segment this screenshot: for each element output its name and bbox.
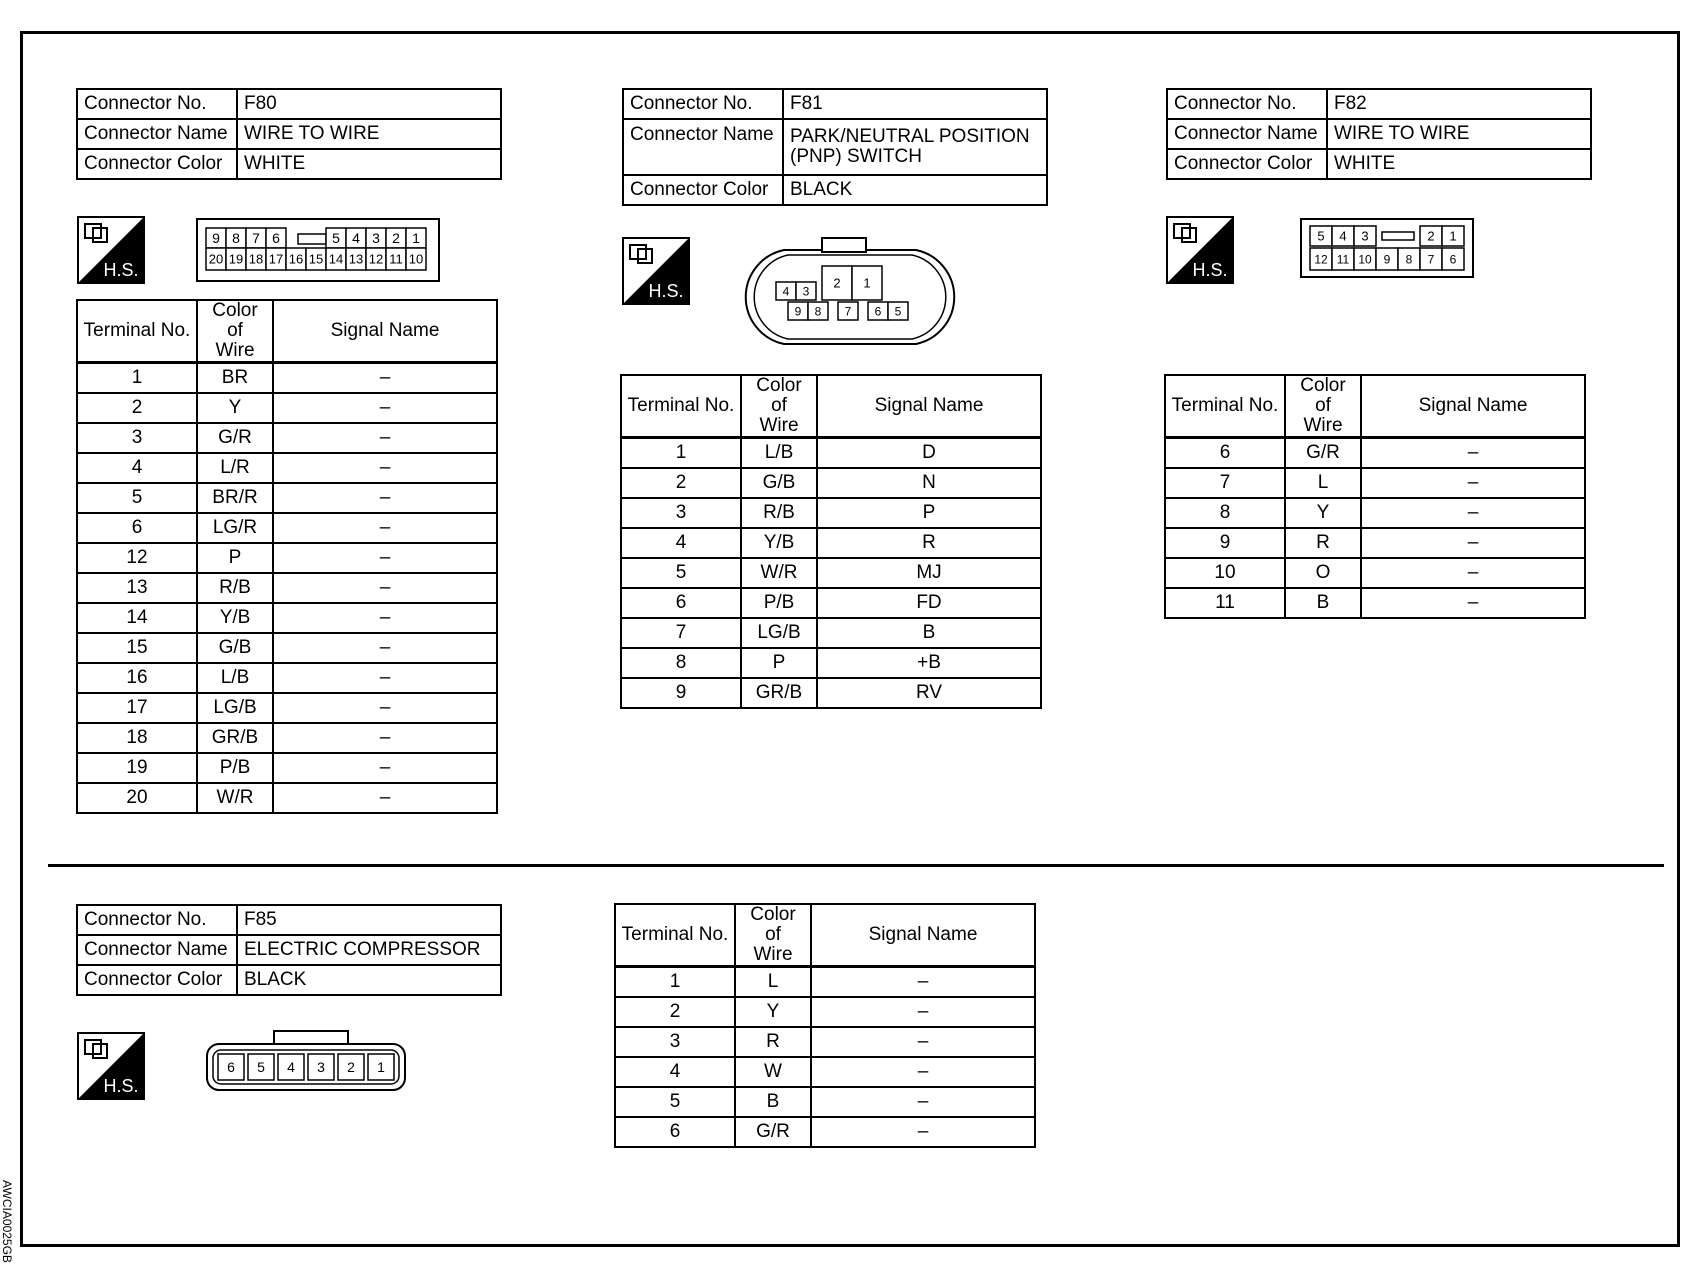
terminal-no-cell: 1	[77, 363, 197, 394]
label-connector-no: Connector No.	[1167, 89, 1327, 119]
f81-color: BLACK	[783, 175, 1047, 205]
wire-color-cell: P	[741, 648, 817, 678]
f81-info-table	[622, 88, 1048, 206]
table-row	[621, 558, 1041, 588]
table-row	[621, 678, 1041, 708]
terminal-no-cell: 2	[621, 468, 741, 498]
pin-number: 3	[372, 230, 380, 247]
pin-number: 18	[248, 251, 264, 267]
pin-number: 1	[412, 230, 420, 247]
f82-color: WHITE	[1327, 149, 1591, 179]
pin-number: 9	[794, 304, 802, 319]
wire-color-cell: LG/B	[741, 618, 817, 648]
pin-number: 6	[227, 1059, 235, 1076]
signal-name-cell: –	[273, 573, 497, 603]
signal-name-cell: –	[273, 723, 497, 753]
f81-connector-diagram	[734, 236, 966, 346]
table-row	[621, 648, 1041, 678]
f80-terminal-table	[76, 299, 498, 814]
wire-color-cell: R/B	[197, 573, 273, 603]
wire-color-cell: R	[735, 1027, 811, 1057]
f81-terminal-table	[620, 374, 1042, 709]
label-connector-color: Connector Color	[623, 175, 783, 205]
signal-name-cell: –	[811, 1117, 1035, 1147]
table-row	[1165, 558, 1585, 588]
label-connector-name: Connector Name	[77, 935, 237, 965]
pin-number: 9	[1383, 252, 1391, 267]
pin-number: 2	[392, 230, 400, 247]
terminal-no-cell: 2	[615, 997, 735, 1027]
terminal-no-cell: 13	[77, 573, 197, 603]
signal-name-cell: FD	[817, 588, 1041, 618]
pin-number: 14	[328, 251, 344, 267]
wire-color-cell: B	[735, 1087, 811, 1117]
latch-slot	[1382, 232, 1414, 240]
pin-number: 4	[1339, 228, 1347, 244]
signal-name-cell: R	[817, 528, 1041, 558]
f80-color: WHITE	[237, 149, 501, 179]
label-connector-no: Connector No.	[623, 89, 783, 119]
terminal-no-cell: 5	[615, 1087, 735, 1117]
header-color-of-wire: Color of Wire	[1285, 375, 1361, 438]
pin-number: 11	[1336, 252, 1350, 267]
terminal-no-cell: 1	[615, 967, 735, 998]
pin-number: 10	[408, 251, 424, 267]
table-row	[77, 573, 497, 603]
wire-color-cell: GR/B	[741, 678, 817, 708]
signal-name-cell: –	[273, 783, 497, 813]
f85-no: F85	[237, 905, 501, 935]
table-row	[77, 543, 497, 573]
header-color-of-wire: Color of Wire	[197, 300, 273, 363]
header-signal-name: Signal Name	[817, 375, 1041, 438]
signal-name-cell: –	[273, 753, 497, 783]
terminal-no-cell: 18	[77, 723, 197, 753]
pin-number: 5	[257, 1059, 265, 1076]
pin-number: 1	[377, 1059, 385, 1076]
terminal-no-cell: 7	[621, 618, 741, 648]
table-row	[615, 1087, 1035, 1117]
f81-name: PARK/NEUTRAL POSITION (PNP) SWITCH	[783, 119, 1047, 175]
pin-number: 16	[288, 251, 304, 267]
wire-color-cell: P/B	[197, 753, 273, 783]
pin-number: 12	[368, 251, 384, 267]
pin-number: 4	[782, 284, 790, 299]
header-signal-name: Signal Name	[811, 904, 1035, 967]
pin-number: 12	[1314, 252, 1328, 267]
signal-name-cell: N	[817, 468, 1041, 498]
wire-color-cell: L/B	[741, 438, 817, 469]
f81-no: F81	[783, 89, 1047, 119]
table-row	[621, 468, 1041, 498]
pin-number: 7	[1427, 252, 1435, 267]
terminal-no-cell: 15	[77, 633, 197, 663]
signal-name-cell: –	[1361, 498, 1585, 528]
wire-color-cell: L/B	[197, 663, 273, 693]
terminal-no-cell: 20	[77, 783, 197, 813]
table-row	[77, 723, 497, 753]
label-connector-color: Connector Color	[77, 149, 237, 179]
pin-number: 3	[802, 284, 810, 299]
signal-name-cell: –	[273, 393, 497, 423]
pin-number: 19	[228, 251, 244, 267]
signal-name-cell: –	[273, 363, 497, 394]
header-terminal-no: Terminal No.	[621, 375, 741, 438]
header-signal-name: Signal Name	[1361, 375, 1585, 438]
pin-number: 2	[833, 275, 841, 291]
pin-number: 1	[1449, 228, 1457, 244]
table-row	[77, 603, 497, 633]
terminal-no-cell: 16	[77, 663, 197, 693]
signal-name-cell: D	[817, 438, 1041, 469]
wire-color-cell: L	[735, 967, 811, 998]
f85-connector-diagram	[206, 1030, 406, 1092]
hs-label: H.S.	[1192, 260, 1228, 280]
f82-connector-diagram	[1300, 218, 1474, 278]
pin-number: 7	[252, 230, 260, 247]
wire-color-cell: L/R	[197, 453, 273, 483]
table-row	[77, 393, 497, 423]
wire-color-cell: LG/R	[197, 513, 273, 543]
label-connector-color: Connector Color	[77, 965, 237, 995]
table-row	[615, 1057, 1035, 1087]
terminal-no-cell: 6	[621, 588, 741, 618]
header-color-of-wire: Color of Wire	[735, 904, 811, 967]
terminal-no-cell: 3	[621, 498, 741, 528]
f82-terminal-table	[1164, 374, 1586, 619]
table-row	[1165, 588, 1585, 618]
signal-name-cell: P	[817, 498, 1041, 528]
pin-number: 3	[1361, 228, 1369, 244]
terminal-no-cell: 11	[1165, 588, 1285, 618]
f85-terminal-table	[614, 903, 1036, 1148]
wire-color-cell: GR/B	[197, 723, 273, 753]
wire-color-cell: W	[735, 1057, 811, 1087]
pin-number: 17	[268, 251, 284, 267]
table-row	[615, 1117, 1035, 1147]
terminal-no-cell: 4	[615, 1057, 735, 1087]
table-row	[1165, 438, 1585, 469]
signal-name-cell: –	[811, 997, 1035, 1027]
table-row	[77, 483, 497, 513]
wire-color-cell: Y	[735, 997, 811, 1027]
pin-number: 2	[1427, 228, 1435, 244]
f85-info-table	[76, 904, 502, 996]
wire-color-cell: B	[1285, 588, 1361, 618]
terminal-no-cell: 2	[77, 393, 197, 423]
signal-name-cell: –	[273, 483, 497, 513]
table-row	[77, 753, 497, 783]
section-divider	[48, 864, 1664, 867]
pin-number: 8	[814, 304, 822, 319]
hs-icon	[77, 1032, 145, 1100]
wire-color-cell: Y	[1285, 498, 1361, 528]
table-row	[1165, 528, 1585, 558]
pin-number: 8	[1405, 252, 1413, 267]
wire-color-cell: BR/R	[197, 483, 273, 513]
wire-color-cell: O	[1285, 558, 1361, 588]
table-row	[77, 783, 497, 813]
pin-number: 7	[844, 304, 852, 319]
terminal-no-cell: 19	[77, 753, 197, 783]
pin-number: 4	[287, 1059, 295, 1076]
signal-name-cell: –	[1361, 558, 1585, 588]
hs-icon	[77, 216, 145, 284]
pin-number: 4	[352, 230, 360, 247]
terminal-no-cell: 9	[1165, 528, 1285, 558]
header-terminal-no: Terminal No.	[1165, 375, 1285, 438]
table-row	[77, 423, 497, 453]
terminal-no-cell: 8	[1165, 498, 1285, 528]
pin-number: 5	[332, 230, 340, 247]
terminal-no-cell: 3	[615, 1027, 735, 1057]
terminal-no-cell: 7	[1165, 468, 1285, 498]
signal-name-cell: –	[273, 663, 497, 693]
pin-number: 5	[1317, 228, 1325, 244]
signal-name-cell: –	[273, 543, 497, 573]
signal-name-cell: –	[273, 693, 497, 723]
f80-connector-diagram	[196, 218, 440, 282]
pin-number: 2	[347, 1059, 355, 1076]
pin-number: 6	[272, 230, 280, 247]
pin-number: 11	[389, 251, 403, 267]
table-row	[615, 1027, 1035, 1057]
terminal-no-cell: 4	[77, 453, 197, 483]
signal-name-cell: –	[273, 633, 497, 663]
terminal-no-cell: 3	[77, 423, 197, 453]
pin-number: 13	[348, 251, 364, 267]
label-connector-name: Connector Name	[623, 119, 783, 175]
wire-color-cell: BR	[197, 363, 273, 394]
f85-name: ELECTRIC COMPRESSOR	[237, 935, 501, 965]
terminal-no-cell: 8	[621, 648, 741, 678]
wire-color-cell: R	[1285, 528, 1361, 558]
signal-name-cell: –	[811, 1027, 1035, 1057]
wire-color-cell: P/B	[741, 588, 817, 618]
signal-name-cell: –	[1361, 438, 1585, 469]
table-row	[621, 438, 1041, 469]
terminal-no-cell: 1	[621, 438, 741, 469]
pin-number: 8	[232, 230, 240, 247]
wire-color-cell: Y	[197, 393, 273, 423]
f80-info-table	[76, 88, 502, 180]
pin-number: 10	[1358, 252, 1372, 267]
signal-name-cell: +B	[817, 648, 1041, 678]
signal-name-cell: RV	[817, 678, 1041, 708]
signal-name-cell: –	[811, 1057, 1035, 1087]
pin-number: 5	[894, 304, 902, 319]
table-row	[615, 997, 1035, 1027]
f80-name: WIRE TO WIRE	[237, 119, 501, 149]
figure-code: AWCIA0025GB	[0, 1180, 14, 1263]
label-connector-color: Connector Color	[1167, 149, 1327, 179]
terminal-no-cell: 6	[1165, 438, 1285, 469]
wire-color-cell: G/R	[197, 423, 273, 453]
table-row	[621, 588, 1041, 618]
wire-color-cell: LG/B	[197, 693, 273, 723]
table-row	[615, 967, 1035, 998]
table-row	[77, 663, 497, 693]
table-row	[1165, 498, 1585, 528]
terminal-no-cell: 5	[77, 483, 197, 513]
label-connector-no: Connector No.	[77, 89, 237, 119]
wire-color-cell: Y/B	[197, 603, 273, 633]
wire-color-cell: G/B	[741, 468, 817, 498]
terminal-no-cell: 12	[77, 543, 197, 573]
table-row	[621, 528, 1041, 558]
terminal-no-cell: 6	[77, 513, 197, 543]
wire-color-cell: Y/B	[741, 528, 817, 558]
table-row	[1165, 468, 1585, 498]
signal-name-cell: –	[811, 967, 1035, 998]
signal-name-cell: MJ	[817, 558, 1041, 588]
table-row	[621, 498, 1041, 528]
hs-label: H.S.	[103, 260, 139, 280]
signal-name-cell: –	[811, 1087, 1035, 1117]
terminal-no-cell: 9	[621, 678, 741, 708]
table-row	[77, 693, 497, 723]
terminal-no-cell: 6	[615, 1117, 735, 1147]
signal-name-cell: –	[1361, 528, 1585, 558]
signal-name-cell: –	[1361, 588, 1585, 618]
signal-name-cell: –	[273, 453, 497, 483]
signal-name-cell: B	[817, 618, 1041, 648]
table-row	[77, 633, 497, 663]
terminal-no-cell: 5	[621, 558, 741, 588]
header-terminal-no: Terminal No.	[615, 904, 735, 967]
wire-color-cell: R/B	[741, 498, 817, 528]
f80-no: F80	[237, 89, 501, 119]
f82-no: F82	[1327, 89, 1591, 119]
hs-label: H.S.	[648, 281, 684, 301]
wire-color-cell: G/B	[197, 633, 273, 663]
wire-color-cell: G/R	[1285, 438, 1361, 469]
signal-name-cell: –	[273, 513, 497, 543]
pin-number: 3	[317, 1059, 325, 1076]
header-signal-name: Signal Name	[273, 300, 497, 363]
wire-color-cell: W/R	[741, 558, 817, 588]
latch-slot	[298, 234, 326, 244]
terminal-no-cell: 10	[1165, 558, 1285, 588]
wire-color-cell: L	[1285, 468, 1361, 498]
header-terminal-no: Terminal No.	[77, 300, 197, 363]
wire-color-cell: P	[197, 543, 273, 573]
pin-number: 15	[308, 251, 324, 267]
pin-number: 20	[208, 251, 224, 267]
f82-info-table	[1166, 88, 1592, 180]
label-connector-no: Connector No.	[77, 905, 237, 935]
pin-number: 1	[863, 275, 871, 291]
pin-number: 6	[1449, 252, 1457, 267]
wire-color-cell: G/R	[735, 1117, 811, 1147]
terminal-no-cell: 14	[77, 603, 197, 633]
pin-number: 9	[212, 230, 220, 247]
hs-label: H.S.	[103, 1076, 139, 1096]
wire-color-cell: W/R	[197, 783, 273, 813]
pin-number: 6	[874, 304, 882, 319]
hs-icon	[622, 237, 690, 305]
label-connector-name: Connector Name	[77, 119, 237, 149]
terminal-no-cell: 17	[77, 693, 197, 723]
label-connector-name: Connector Name	[1167, 119, 1327, 149]
f82-name: WIRE TO WIRE	[1327, 119, 1591, 149]
terminal-no-cell: 4	[621, 528, 741, 558]
table-row	[77, 363, 497, 394]
f85-color: BLACK	[237, 965, 501, 995]
table-row	[621, 618, 1041, 648]
hs-icon	[1166, 216, 1234, 284]
signal-name-cell: –	[273, 423, 497, 453]
table-row	[77, 453, 497, 483]
header-color-of-wire: Color of Wire	[741, 375, 817, 438]
signal-name-cell: –	[1361, 468, 1585, 498]
signal-name-cell: –	[273, 603, 497, 633]
table-row	[77, 513, 497, 543]
